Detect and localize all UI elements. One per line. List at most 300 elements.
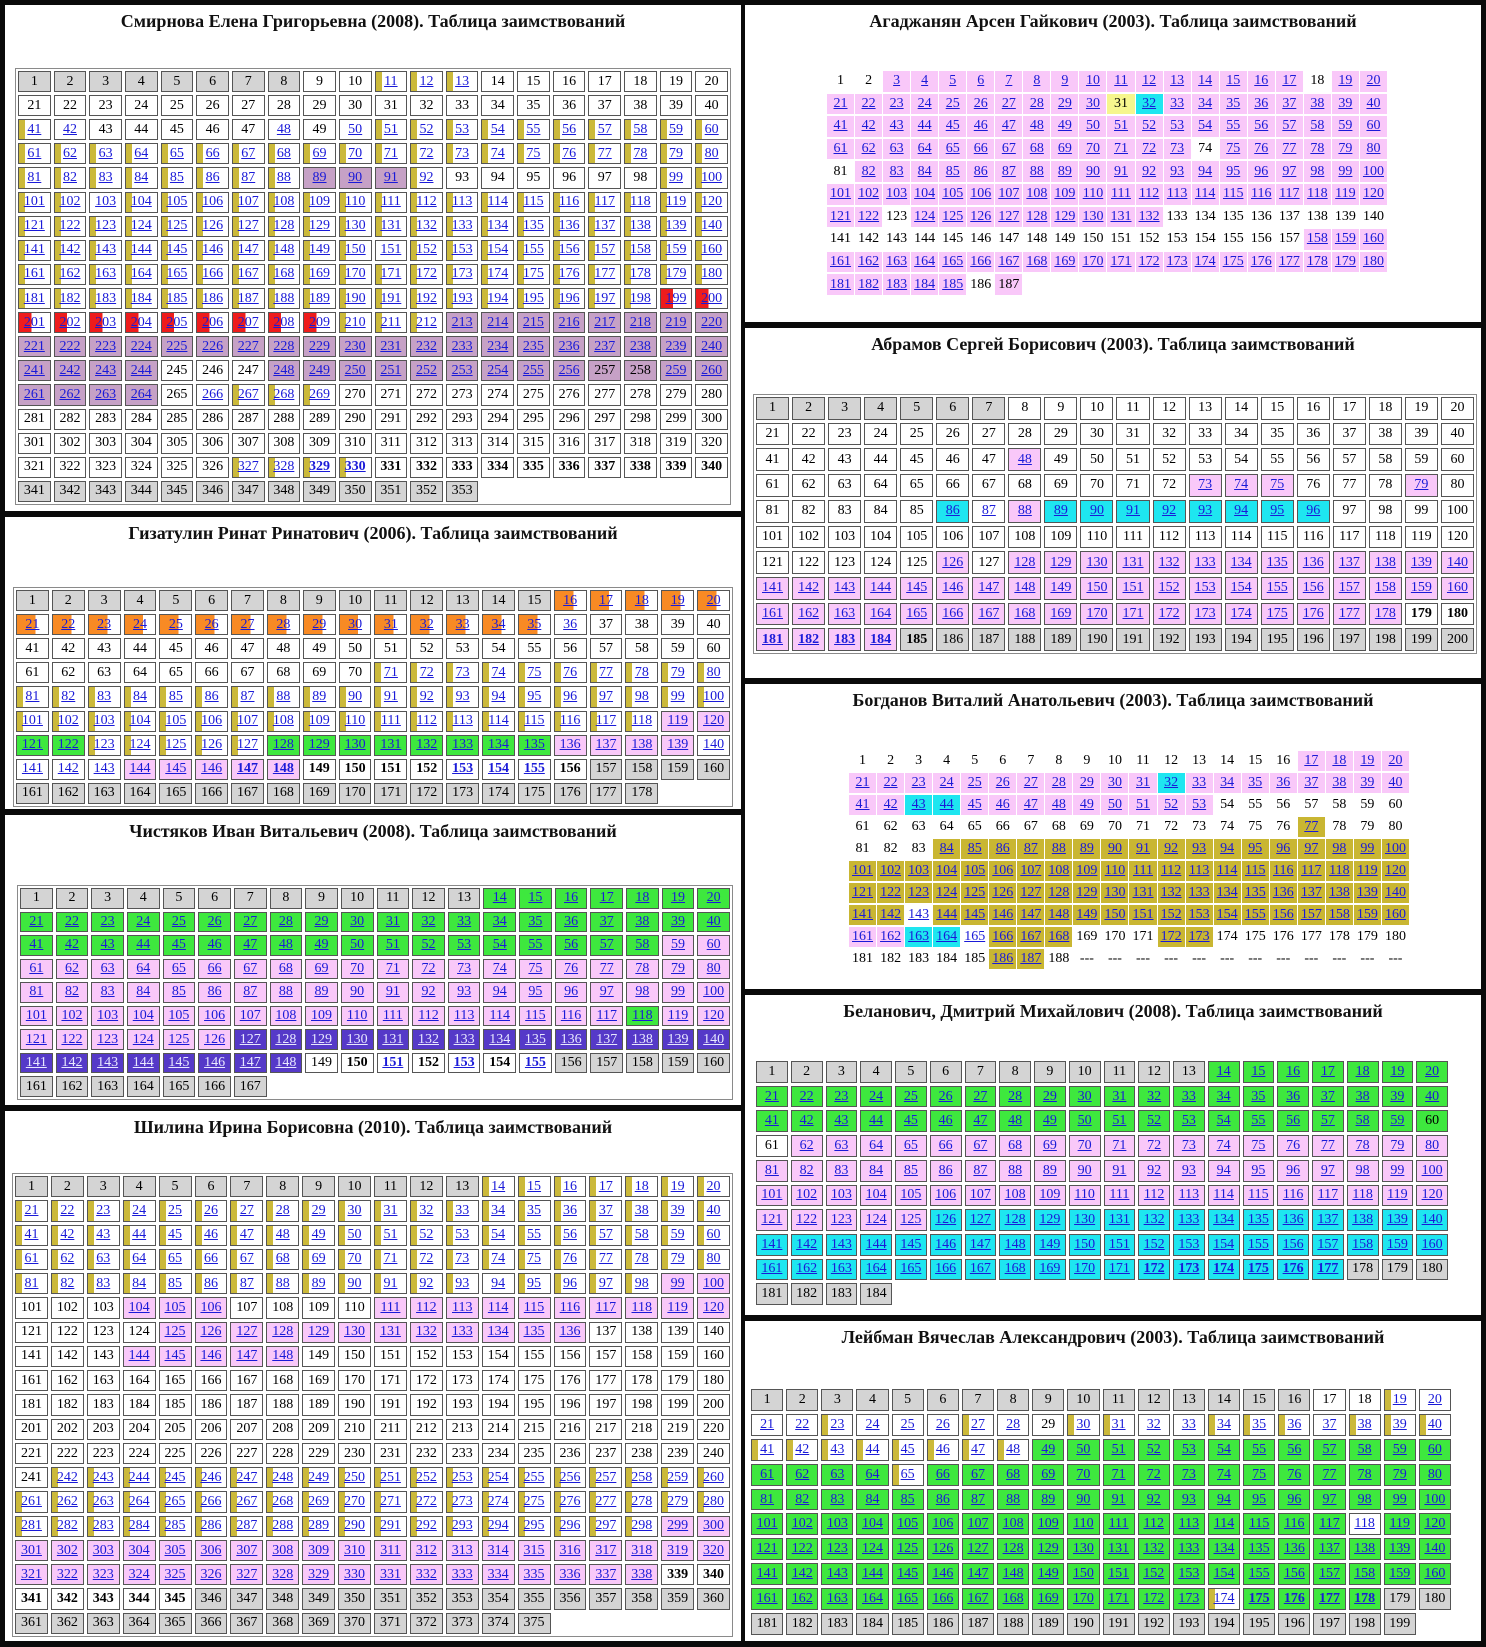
table-cell[interactable]: 127 xyxy=(1017,883,1044,903)
table-cell[interactable]: 156 xyxy=(1277,1234,1309,1256)
table-cell[interactable]: 113 xyxy=(1186,861,1213,881)
table-cell[interactable]: 148 xyxy=(266,1346,299,1367)
table-cell[interactable]: 91 xyxy=(374,1273,407,1294)
table-cell[interactable]: 72 xyxy=(410,662,443,683)
table-cell[interactable]: 181 xyxy=(827,274,854,295)
table-cell[interactable]: 174 xyxy=(1208,1259,1240,1281)
table-cell[interactable]: 323 xyxy=(87,1564,120,1585)
table-cell[interactable]: 53 xyxy=(1186,795,1213,815)
table-cell[interactable]: 141 xyxy=(751,1563,783,1585)
table-cell[interactable]: 70 xyxy=(1079,139,1106,160)
table-cell[interactable]: 125 xyxy=(895,1209,927,1231)
table-cell[interactable]: 157 xyxy=(1312,1234,1344,1256)
table-cell[interactable]: 105 xyxy=(939,184,966,205)
table-cell[interactable]: 107 xyxy=(1017,861,1044,881)
table-cell[interactable]: 31 xyxy=(1129,773,1156,793)
table-cell[interactable]: 6 xyxy=(967,71,994,92)
table-cell[interactable]: 37 xyxy=(590,912,623,933)
table-cell[interactable]: 215 xyxy=(517,312,550,333)
table-cell[interactable]: 167 xyxy=(972,603,1005,626)
table-cell[interactable]: 55 xyxy=(1243,1110,1275,1132)
table-cell[interactable]: 305 xyxy=(159,1540,192,1561)
table-cell[interactable]: 129 xyxy=(305,1029,338,1050)
table-cell[interactable]: 101 xyxy=(849,861,876,881)
table-cell[interactable]: 163 xyxy=(905,927,932,947)
table-cell[interactable]: 64 xyxy=(860,1135,892,1157)
table-cell[interactable]: 207 xyxy=(232,312,265,333)
table-cell[interactable]: 134 xyxy=(483,1029,516,1050)
table-cell[interactable]: 150 xyxy=(1069,1234,1101,1256)
table-cell[interactable]: 133 xyxy=(446,735,479,756)
table-cell[interactable]: 96 xyxy=(555,982,588,1003)
table-cell[interactable]: 113 xyxy=(1173,1185,1205,1207)
table-cell[interactable]: 124 xyxy=(856,1538,888,1560)
table-cell[interactable]: 225 xyxy=(161,336,194,357)
table-cell[interactable]: 39 xyxy=(662,912,695,933)
table-cell[interactable]: 93 xyxy=(446,1273,479,1294)
table-cell[interactable]: 102 xyxy=(54,192,87,213)
table-cell[interactable]: 41 xyxy=(18,119,51,140)
table-cell[interactable]: 45 xyxy=(892,1439,924,1461)
table-cell[interactable]: 108 xyxy=(997,1513,1029,1535)
table-cell[interactable]: 111 xyxy=(374,1297,407,1318)
table-cell[interactable]: 178 xyxy=(624,264,657,285)
table-cell[interactable]: 111 xyxy=(1104,1185,1136,1207)
table-cell[interactable]: 108 xyxy=(270,1006,303,1027)
table-cell[interactable]: 34 xyxy=(1192,94,1219,115)
table-cell[interactable]: 20 xyxy=(697,590,730,611)
table-cell[interactable]: 90 xyxy=(341,982,374,1003)
table-cell[interactable]: 125 xyxy=(892,1538,924,1560)
table-cell[interactable]: 165 xyxy=(939,252,966,273)
table-cell[interactable]: 78 xyxy=(625,1249,658,1270)
table-cell[interactable]: 173 xyxy=(1189,603,1222,626)
table-cell[interactable]: 62 xyxy=(54,143,87,164)
table-cell[interactable]: 129 xyxy=(1073,883,1100,903)
table-cell[interactable]: 32 xyxy=(1138,1414,1170,1436)
table-cell[interactable]: 183 xyxy=(883,274,910,295)
table-cell[interactable]: 146 xyxy=(927,1563,959,1585)
table-cell[interactable]: 101 xyxy=(18,192,51,213)
table-cell[interactable]: 328 xyxy=(266,1564,299,1585)
table-cell[interactable]: 113 xyxy=(1164,184,1191,205)
table-cell[interactable]: 131 xyxy=(1129,883,1156,903)
table-cell[interactable]: 84 xyxy=(123,1273,156,1294)
table-cell[interactable]: 142 xyxy=(792,577,825,600)
table-cell[interactable]: 25 xyxy=(939,94,966,115)
table-cell[interactable]: 160 xyxy=(1360,229,1387,250)
table-cell[interactable]: 317 xyxy=(589,1540,622,1561)
table-cell[interactable]: 116 xyxy=(553,192,586,213)
table-cell[interactable]: 312 xyxy=(410,1540,443,1561)
table-cell[interactable]: 85 xyxy=(895,1160,927,1182)
table-cell[interactable]: 108 xyxy=(1045,861,1072,881)
table-cell[interactable]: 146 xyxy=(195,1346,228,1367)
table-cell[interactable]: 71 xyxy=(1104,1135,1136,1157)
table-cell[interactable]: 173 xyxy=(1164,252,1191,273)
table-cell[interactable]: 67 xyxy=(995,139,1022,160)
table-cell[interactable]: 165 xyxy=(161,264,194,285)
table-cell[interactable]: 84 xyxy=(124,686,157,707)
table-cell[interactable]: 157 xyxy=(1313,1563,1345,1585)
table-cell[interactable]: 125 xyxy=(161,216,194,237)
table-cell[interactable]: 35 xyxy=(1242,773,1269,793)
table-cell[interactable]: 83 xyxy=(883,161,910,182)
table-cell[interactable]: 114 xyxy=(1214,861,1241,881)
table-cell[interactable]: 74 xyxy=(1208,1135,1240,1157)
table-cell[interactable]: 82 xyxy=(52,686,85,707)
table-cell[interactable]: 106 xyxy=(198,1006,231,1027)
table-cell[interactable]: 28 xyxy=(999,1086,1031,1108)
table-cell[interactable]: 20 xyxy=(1419,1389,1451,1411)
table-cell[interactable]: 41 xyxy=(827,116,854,137)
table-cell[interactable]: 178 xyxy=(1349,1588,1381,1610)
table-cell[interactable]: 92 xyxy=(1153,500,1186,523)
table-cell[interactable]: 39 xyxy=(1384,1414,1416,1436)
table-cell[interactable]: 77 xyxy=(589,1249,622,1270)
table-cell[interactable]: 167 xyxy=(232,264,265,285)
table-cell[interactable]: 313 xyxy=(446,1540,479,1561)
table-cell[interactable]: 161 xyxy=(756,1259,788,1281)
table-cell[interactable]: 119 xyxy=(660,192,693,213)
table-cell[interactable]: 101 xyxy=(756,1185,788,1207)
table-cell[interactable]: 44 xyxy=(860,1110,892,1132)
table-cell[interactable]: 23 xyxy=(883,94,910,115)
table-cell[interactable]: 47 xyxy=(965,1110,997,1132)
table-cell[interactable]: 162 xyxy=(855,252,882,273)
table-cell[interactable]: 147 xyxy=(1017,905,1044,925)
table-cell[interactable]: 206 xyxy=(196,312,229,333)
table-cell[interactable]: 87 xyxy=(230,1273,263,1294)
table-cell[interactable]: 33 xyxy=(1186,773,1213,793)
table-cell[interactable]: 81 xyxy=(16,686,49,707)
table-cell[interactable]: 256 xyxy=(554,1467,587,1488)
table-cell[interactable]: 100 xyxy=(695,167,728,188)
table-cell[interactable]: 96 xyxy=(1297,500,1330,523)
table-cell[interactable]: 176 xyxy=(1277,1259,1309,1281)
table-cell[interactable]: 173 xyxy=(1186,927,1213,947)
table-cell[interactable]: 130 xyxy=(1067,1538,1099,1560)
table-cell[interactable]: 135 xyxy=(517,216,550,237)
table-cell[interactable]: 86 xyxy=(927,1489,959,1511)
table-cell[interactable]: 35 xyxy=(1243,1086,1275,1108)
table-cell[interactable]: 100 xyxy=(697,1273,730,1294)
table-cell[interactable]: 62 xyxy=(786,1464,818,1486)
table-cell[interactable]: 119 xyxy=(1384,1513,1416,1535)
table-cell[interactable]: 242 xyxy=(51,1467,84,1488)
table-cell[interactable]: 169 xyxy=(1034,1259,1066,1281)
table-cell[interactable]: 11 xyxy=(375,71,408,92)
table-cell[interactable]: 25 xyxy=(163,912,196,933)
table-cell[interactable]: 41 xyxy=(756,1110,788,1132)
table-cell[interactable]: 116 xyxy=(554,711,587,732)
table-cell[interactable]: 62 xyxy=(56,959,89,980)
table-cell[interactable]: 127 xyxy=(965,1209,997,1231)
table-cell[interactable]: 131 xyxy=(374,735,407,756)
table-cell[interactable]: 23 xyxy=(826,1086,858,1108)
table-cell[interactable]: 127 xyxy=(995,207,1022,228)
table-cell[interactable]: 166 xyxy=(967,252,994,273)
table-cell[interactable]: 36 xyxy=(554,1200,587,1221)
table-cell[interactable]: 321 xyxy=(15,1564,48,1585)
table-cell[interactable]: 89 xyxy=(305,982,338,1003)
table-cell[interactable]: 145 xyxy=(159,1346,192,1367)
table-cell[interactable]: 150 xyxy=(339,240,372,261)
table-cell[interactable]: 77 xyxy=(1312,1135,1344,1157)
table-cell[interactable]: 151 xyxy=(1103,1563,1135,1585)
table-cell[interactable]: 50 xyxy=(338,1225,371,1246)
table-cell[interactable]: 93 xyxy=(1173,1489,1205,1511)
table-cell[interactable]: 165 xyxy=(900,603,933,626)
table-cell[interactable]: 107 xyxy=(965,1185,997,1207)
table-cell[interactable]: 85 xyxy=(961,839,988,859)
table-cell[interactable]: 99 xyxy=(661,1273,694,1294)
table-cell[interactable]: 85 xyxy=(159,686,192,707)
table-cell[interactable]: 151 xyxy=(375,240,408,261)
table-cell[interactable]: 51 xyxy=(1103,1439,1135,1461)
table-cell[interactable]: 83 xyxy=(821,1489,853,1511)
table-cell[interactable]: 34 xyxy=(1208,1414,1240,1436)
table-cell[interactable]: 94 xyxy=(1214,839,1241,859)
table-cell[interactable]: 171 xyxy=(1104,1259,1136,1281)
table-cell[interactable]: 130 xyxy=(1079,207,1106,228)
table-cell[interactable]: 35 xyxy=(519,912,552,933)
table-cell[interactable]: 116 xyxy=(1277,1185,1309,1207)
table-cell[interactable]: 122 xyxy=(786,1538,818,1560)
table-cell[interactable]: 253 xyxy=(446,360,479,381)
table-cell[interactable]: 324 xyxy=(123,1564,156,1585)
table-cell[interactable]: 66 xyxy=(196,143,229,164)
table-cell[interactable]: 89 xyxy=(1051,161,1078,182)
table-cell[interactable]: 113 xyxy=(446,711,479,732)
table-cell[interactable]: 40 xyxy=(1419,1414,1451,1436)
table-cell[interactable]: 131 xyxy=(1116,551,1149,574)
table-cell[interactable]: 251 xyxy=(374,1467,407,1488)
table-cell[interactable]: 59 xyxy=(662,935,695,956)
table-cell[interactable]: 31 xyxy=(374,614,407,635)
table-cell[interactable]: 31 xyxy=(1104,1086,1136,1108)
table-cell[interactable]: 162 xyxy=(877,927,904,947)
table-cell[interactable]: 127 xyxy=(234,1029,267,1050)
table-cell[interactable]: 146 xyxy=(196,240,229,261)
table-cell[interactable]: 142 xyxy=(54,240,87,261)
table-cell[interactable]: 71 xyxy=(375,143,408,164)
table-cell[interactable]: 95 xyxy=(1261,500,1294,523)
table-cell[interactable]: 139 xyxy=(1405,551,1438,574)
table-cell[interactable]: 149 xyxy=(1034,1234,1066,1256)
table-cell[interactable]: 128 xyxy=(1008,551,1041,574)
table-cell[interactable]: 127 xyxy=(231,735,264,756)
table-cell[interactable]: 97 xyxy=(590,982,623,1003)
table-cell[interactable]: 49 xyxy=(1073,795,1100,815)
table-cell[interactable]: 249 xyxy=(303,360,336,381)
table-cell[interactable]: 166 xyxy=(989,927,1016,947)
table-cell[interactable]: 147 xyxy=(972,577,1005,600)
table-cell[interactable]: 112 xyxy=(410,1297,443,1318)
table-cell[interactable]: 120 xyxy=(697,711,730,732)
table-cell[interactable]: 125 xyxy=(939,207,966,228)
table-cell[interactable]: 30 xyxy=(1067,1414,1099,1436)
table-cell[interactable]: 145 xyxy=(900,577,933,600)
table-cell[interactable]: 36 xyxy=(555,912,588,933)
table-cell[interactable]: 124 xyxy=(127,1029,160,1050)
table-cell[interactable]: 147 xyxy=(231,759,264,780)
table-cell[interactable]: 94 xyxy=(1225,500,1258,523)
table-cell[interactable]: 280 xyxy=(697,1491,730,1512)
table-cell[interactable]: 45 xyxy=(961,795,988,815)
table-cell[interactable]: 29 xyxy=(302,1200,335,1221)
table-cell[interactable]: 30 xyxy=(1101,773,1128,793)
table-cell[interactable]: 73 xyxy=(446,1249,479,1270)
table-cell[interactable]: 45 xyxy=(895,1110,927,1132)
table-cell[interactable]: 84 xyxy=(856,1489,888,1511)
table-cell[interactable]: 90 xyxy=(1080,500,1113,523)
table-cell[interactable]: 51 xyxy=(1107,116,1134,137)
table-cell[interactable]: 113 xyxy=(446,1297,479,1318)
table-cell[interactable]: 69 xyxy=(1032,1464,1064,1486)
table-cell[interactable]: 72 xyxy=(1136,139,1163,160)
table-cell[interactable]: 98 xyxy=(1347,1160,1379,1182)
table-cell[interactable]: 90 xyxy=(339,686,372,707)
table-cell[interactable]: 32 xyxy=(410,1200,443,1221)
table-cell[interactable]: 154 xyxy=(1214,905,1241,925)
table-cell[interactable]: 88 xyxy=(1008,500,1041,523)
table-cell[interactable]: 153 xyxy=(1189,577,1222,600)
table-cell[interactable]: 29 xyxy=(1073,773,1100,793)
table-cell[interactable]: 50 xyxy=(341,935,374,956)
table-cell[interactable]: 106 xyxy=(927,1513,959,1535)
table-cell[interactable]: 16 xyxy=(1248,71,1275,92)
table-cell[interactable]: 184 xyxy=(911,274,938,295)
table-cell[interactable]: 104 xyxy=(127,1006,160,1027)
table-cell[interactable]: 49 xyxy=(1034,1110,1066,1132)
table-cell[interactable]: 106 xyxy=(196,192,229,213)
table-cell[interactable]: 78 xyxy=(1349,1464,1381,1486)
table-cell[interactable]: 133 xyxy=(1189,551,1222,574)
table-cell[interactable]: 5 xyxy=(939,71,966,92)
table-cell[interactable]: 164 xyxy=(856,1588,888,1610)
table-cell[interactable]: 173 xyxy=(446,264,479,285)
table-cell[interactable]: 148 xyxy=(267,759,300,780)
table-cell[interactable]: 33 xyxy=(446,1200,479,1221)
table-cell[interactable]: 41 xyxy=(751,1439,783,1461)
table-cell[interactable]: 42 xyxy=(51,1225,84,1246)
table-cell[interactable]: 121 xyxy=(751,1538,783,1560)
table-cell[interactable]: 98 xyxy=(1326,839,1353,859)
table-cell[interactable]: 18 xyxy=(626,888,659,909)
table-cell[interactable]: 103 xyxy=(905,861,932,881)
table-cell[interactable]: 58 xyxy=(1304,116,1331,137)
table-cell[interactable]: 43 xyxy=(826,1110,858,1132)
table-cell[interactable]: 95 xyxy=(518,686,551,707)
table-cell[interactable]: 298 xyxy=(625,1516,658,1537)
table-cell[interactable]: 191 xyxy=(375,288,408,309)
table-cell[interactable]: 111 xyxy=(1107,184,1134,205)
table-cell[interactable]: 95 xyxy=(1242,839,1269,859)
table-cell[interactable]: 94 xyxy=(1208,1160,1240,1182)
table-cell[interactable]: 156 xyxy=(553,240,586,261)
table-cell[interactable]: 186 xyxy=(196,288,229,309)
table-cell[interactable]: 135 xyxy=(1243,1209,1275,1231)
table-cell[interactable]: 157 xyxy=(1298,905,1325,925)
table-cell[interactable]: 132 xyxy=(410,1322,443,1343)
table-cell[interactable]: 216 xyxy=(553,312,586,333)
table-cell[interactable]: 66 xyxy=(967,139,994,160)
table-cell[interactable]: 138 xyxy=(625,735,658,756)
table-cell[interactable]: 131 xyxy=(1107,207,1134,228)
table-cell[interactable]: 311 xyxy=(374,1540,407,1561)
table-cell[interactable]: 101 xyxy=(751,1513,783,1535)
table-cell[interactable]: 25 xyxy=(892,1414,924,1436)
table-cell[interactable]: 158 xyxy=(1326,905,1353,925)
table-cell[interactable]: 100 xyxy=(1419,1489,1451,1511)
table-cell[interactable]: 48 xyxy=(1045,795,1072,815)
table-cell[interactable]: 155 xyxy=(1242,905,1269,925)
table-cell[interactable]: 37 xyxy=(589,1200,622,1221)
table-cell[interactable]: 155 xyxy=(1243,1234,1275,1256)
table-cell[interactable]: 101 xyxy=(827,184,854,205)
table-cell[interactable]: 57 xyxy=(588,119,621,140)
table-cell[interactable]: 68 xyxy=(268,143,301,164)
table-cell[interactable]: 16 xyxy=(555,888,588,909)
table-cell[interactable]: 310 xyxy=(338,1540,371,1561)
table-cell[interactable]: 259 xyxy=(661,1467,694,1488)
table-cell[interactable]: 98 xyxy=(626,982,659,1003)
table-cell[interactable]: 42 xyxy=(877,795,904,815)
table-cell[interactable]: 156 xyxy=(1270,905,1297,925)
table-cell[interactable]: 163 xyxy=(826,1259,858,1281)
table-cell[interactable]: 171 xyxy=(1107,252,1134,273)
table-cell[interactable]: 64 xyxy=(127,959,160,980)
table-cell[interactable]: 77 xyxy=(1313,1464,1345,1486)
table-cell[interactable]: 327 xyxy=(230,1564,263,1585)
table-cell[interactable]: 72 xyxy=(1138,1135,1170,1157)
table-cell[interactable]: 75 xyxy=(1261,474,1294,497)
table-cell[interactable]: 87 xyxy=(962,1489,994,1511)
table-cell[interactable]: 37 xyxy=(1312,1086,1344,1108)
table-cell[interactable]: 121 xyxy=(756,1209,788,1231)
table-cell[interactable]: 85 xyxy=(161,167,194,188)
table-cell[interactable]: 34 xyxy=(483,912,516,933)
table-cell[interactable]: 125 xyxy=(961,883,988,903)
table-cell[interactable]: 98 xyxy=(1349,1489,1381,1511)
table-cell[interactable]: 115 xyxy=(1243,1513,1275,1535)
table-cell[interactable]: 158 xyxy=(1369,577,1402,600)
table-cell[interactable]: 161 xyxy=(849,927,876,947)
table-cell[interactable]: 28 xyxy=(1045,773,1072,793)
table-cell[interactable]: 35 xyxy=(518,614,551,635)
table-cell[interactable]: 25 xyxy=(895,1086,927,1108)
table-cell[interactable]: 159 xyxy=(1354,905,1381,925)
table-cell[interactable]: 42 xyxy=(54,119,87,140)
table-cell[interactable]: 89 xyxy=(303,686,336,707)
table-cell[interactable]: 55 xyxy=(519,935,552,956)
table-cell[interactable]: 20 xyxy=(1360,71,1387,92)
table-cell[interactable]: 112 xyxy=(1158,861,1185,881)
table-cell[interactable]: 182 xyxy=(855,274,882,295)
table-cell[interactable]: 10 xyxy=(1079,71,1106,92)
table-cell[interactable]: 13 xyxy=(1164,71,1191,92)
table-cell[interactable]: 203 xyxy=(89,312,122,333)
table-cell[interactable]: 127 xyxy=(230,1322,263,1343)
table-cell[interactable]: 79 xyxy=(1384,1464,1416,1486)
table-cell[interactable]: 146 xyxy=(936,577,969,600)
table-cell[interactable]: 50 xyxy=(339,119,372,140)
table-cell[interactable]: 242 xyxy=(54,360,87,381)
table-cell[interactable]: 120 xyxy=(1382,861,1409,881)
table-cell[interactable]: 169 xyxy=(1051,252,1078,273)
table-cell[interactable]: 108 xyxy=(1023,184,1050,205)
